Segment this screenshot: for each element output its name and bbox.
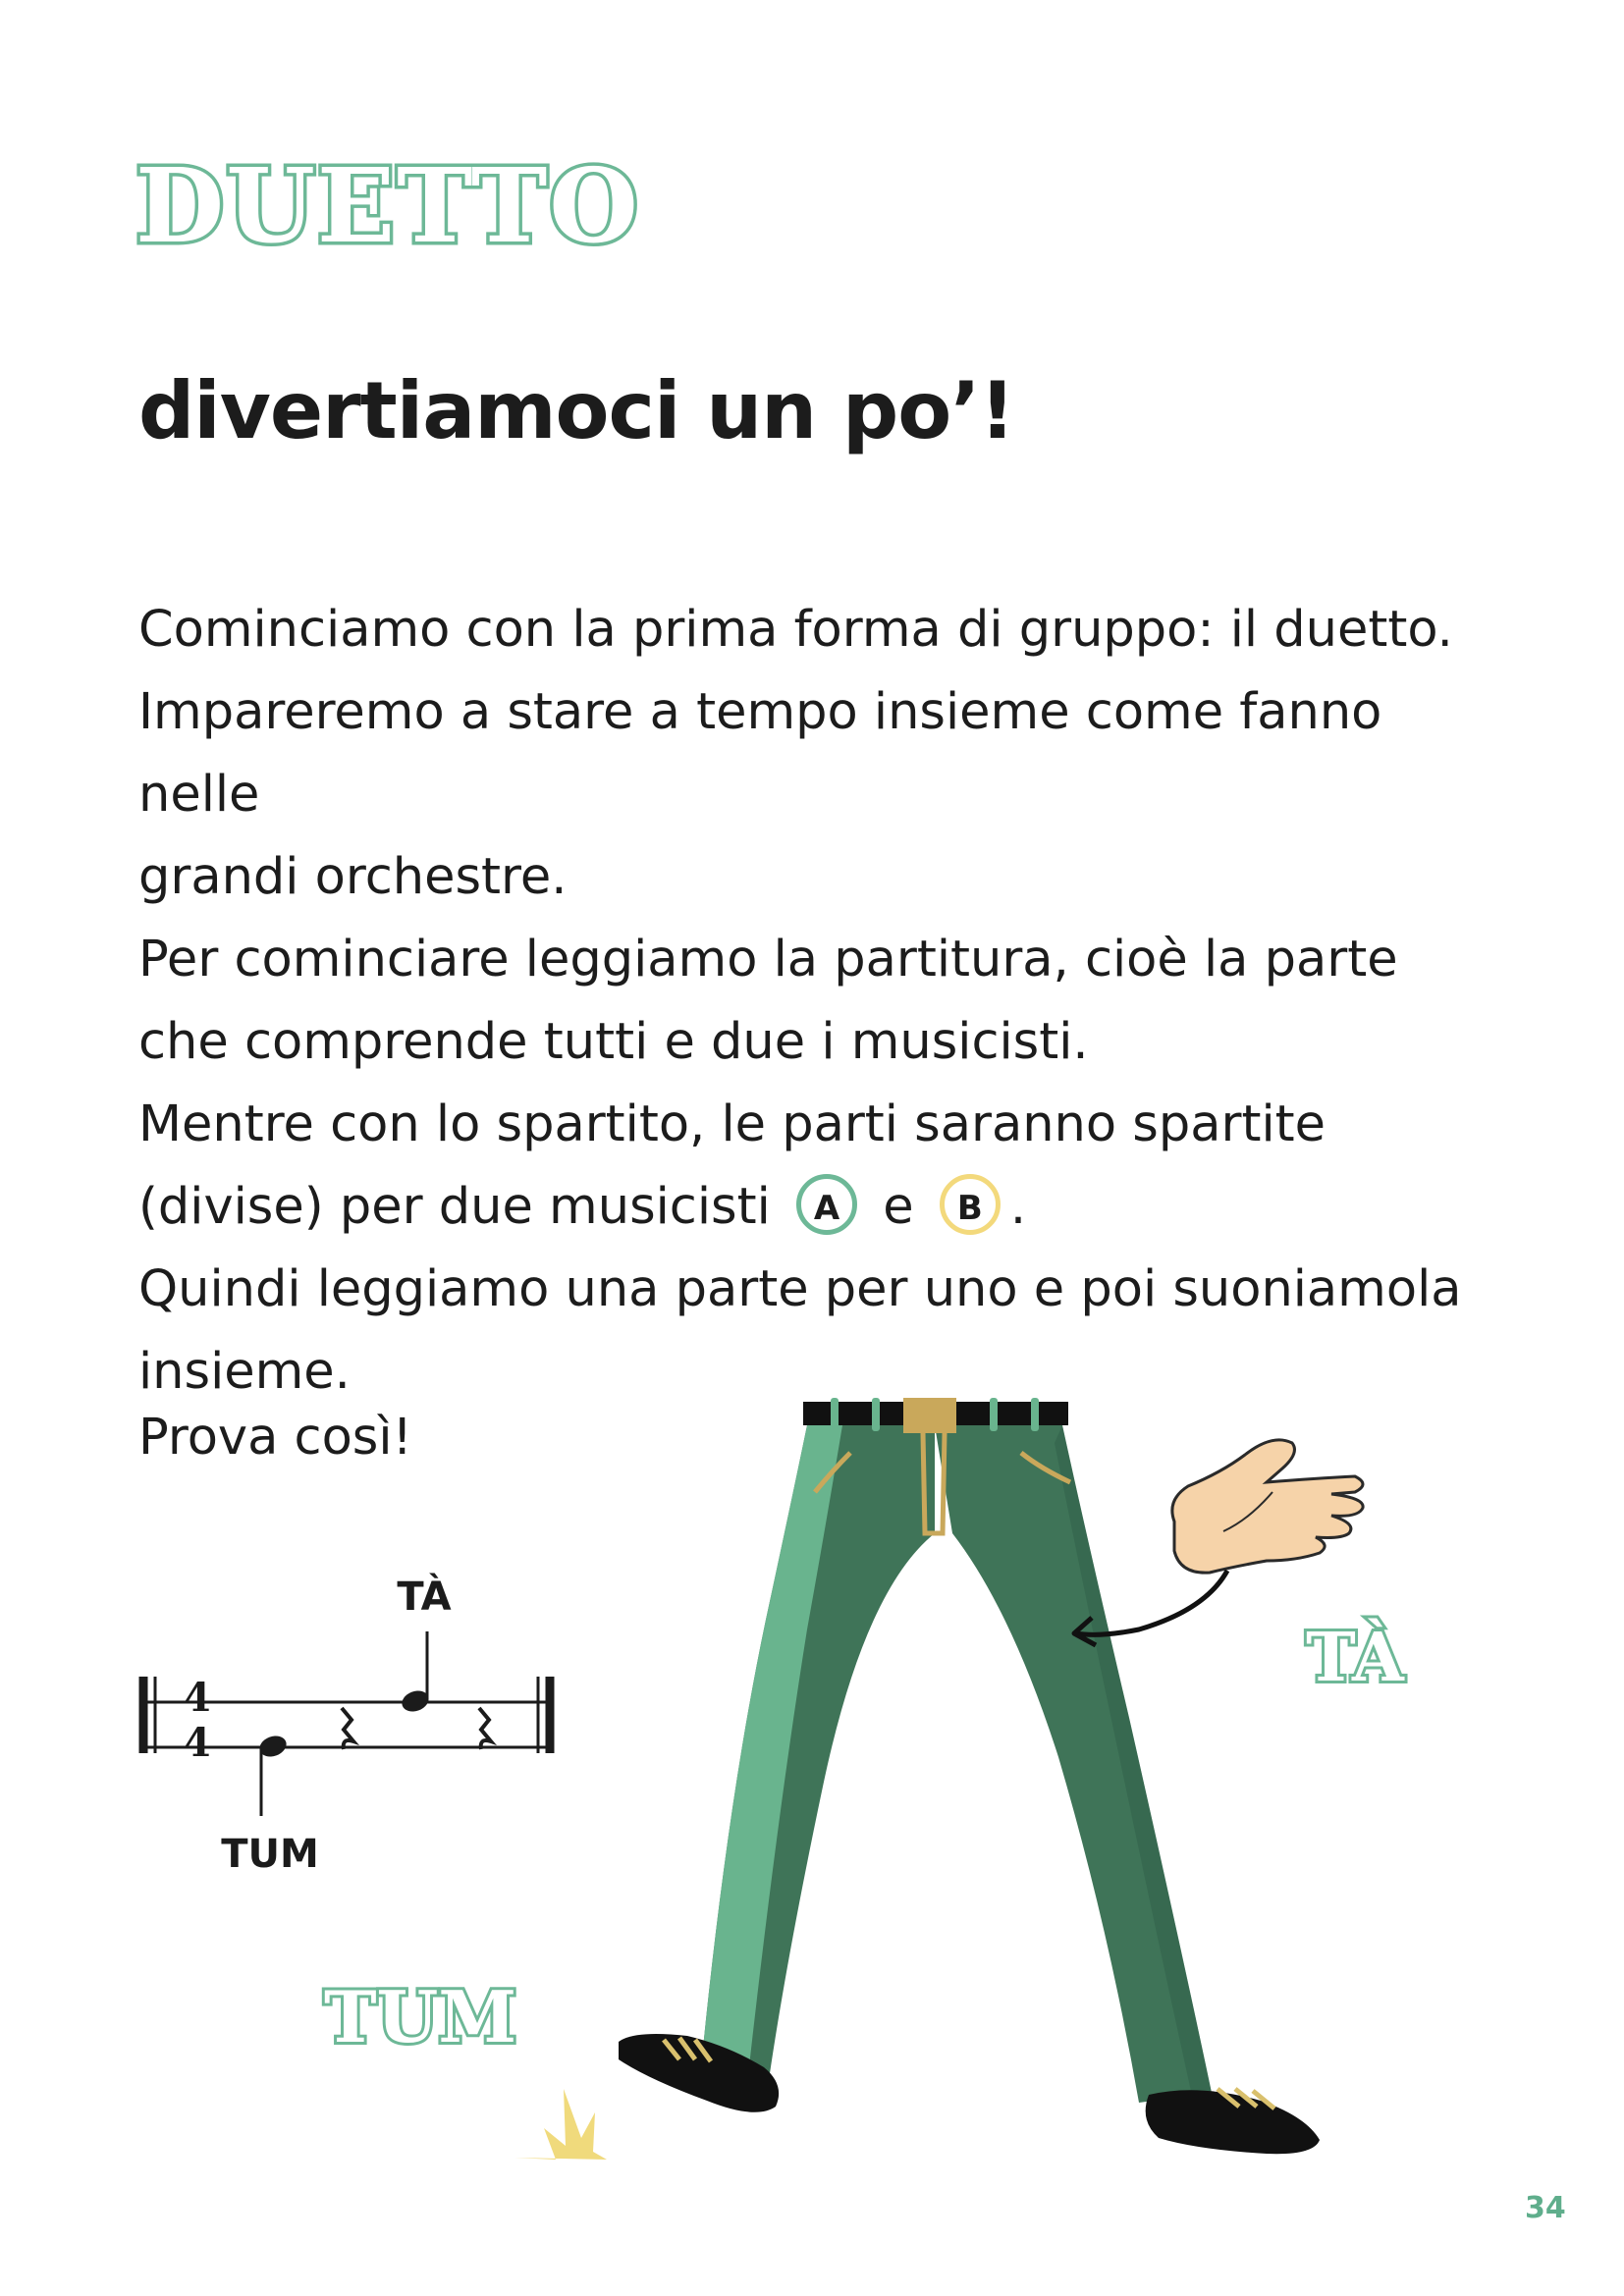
text-line: Per cominciare leggiamo la partitura, cioè la parte bbox=[138, 931, 1398, 988]
belt-buckle bbox=[903, 1398, 956, 1433]
text-line: Cominciamo con la prima forma di gruppo: il duetto. bbox=[138, 601, 1453, 659]
ta-note-label: TÀ bbox=[397, 1575, 452, 1620]
tum-note-label: TUM bbox=[221, 1832, 319, 1877]
belt-loop bbox=[1031, 1398, 1039, 1431]
text-line-conjunction: e bbox=[883, 1178, 914, 1236]
time-signature-top: 4 bbox=[184, 1675, 211, 1721]
quarter-rest-1 bbox=[342, 1708, 353, 1749]
musician-a-badge: A bbox=[796, 1174, 857, 1235]
musician-b-badge: B bbox=[940, 1174, 1001, 1235]
tum-bubble-label: TUM bbox=[323, 1975, 517, 2058]
page-title: DUETTO bbox=[135, 145, 640, 266]
text-line: grandi orchestre. bbox=[138, 848, 568, 906]
open-hand bbox=[1172, 1440, 1363, 1573]
text-line: Impareremo a stare a tempo insieme come fanno nelle bbox=[138, 683, 1382, 824]
text-line: Mentre con lo spartito, le parti saranno spartite bbox=[138, 1095, 1326, 1153]
quarter-rest-2 bbox=[479, 1708, 491, 1749]
text-line-prefix: (divise) per due musicisti bbox=[138, 1178, 771, 1236]
rhythm-score bbox=[143, 1573, 550, 1877]
text-line: che comprende tutti e due i musicisti. bbox=[138, 1013, 1089, 1071]
belt-loop bbox=[990, 1398, 998, 1431]
text-line: insieme. bbox=[138, 1343, 351, 1401]
stomp-burst-icon bbox=[514, 2089, 607, 2160]
belt-loop bbox=[831, 1398, 839, 1431]
time-signature-bottom: 4 bbox=[184, 1720, 211, 1766]
prova-label: Prova così! bbox=[138, 1409, 412, 1467]
text-line: Quindi leggiamo una parte per uno e poi suoniamola bbox=[138, 1260, 1462, 1318]
belt-loop bbox=[872, 1398, 880, 1431]
page-number: 34 bbox=[1525, 2191, 1566, 2225]
text-line-suffix: . bbox=[1009, 1178, 1027, 1236]
hand-illustration bbox=[1074, 1440, 1363, 1645]
ta-bubble-label: TÀ bbox=[1306, 1619, 1404, 1697]
page-subtitle: divertiamoci un po’! bbox=[138, 365, 1015, 456]
